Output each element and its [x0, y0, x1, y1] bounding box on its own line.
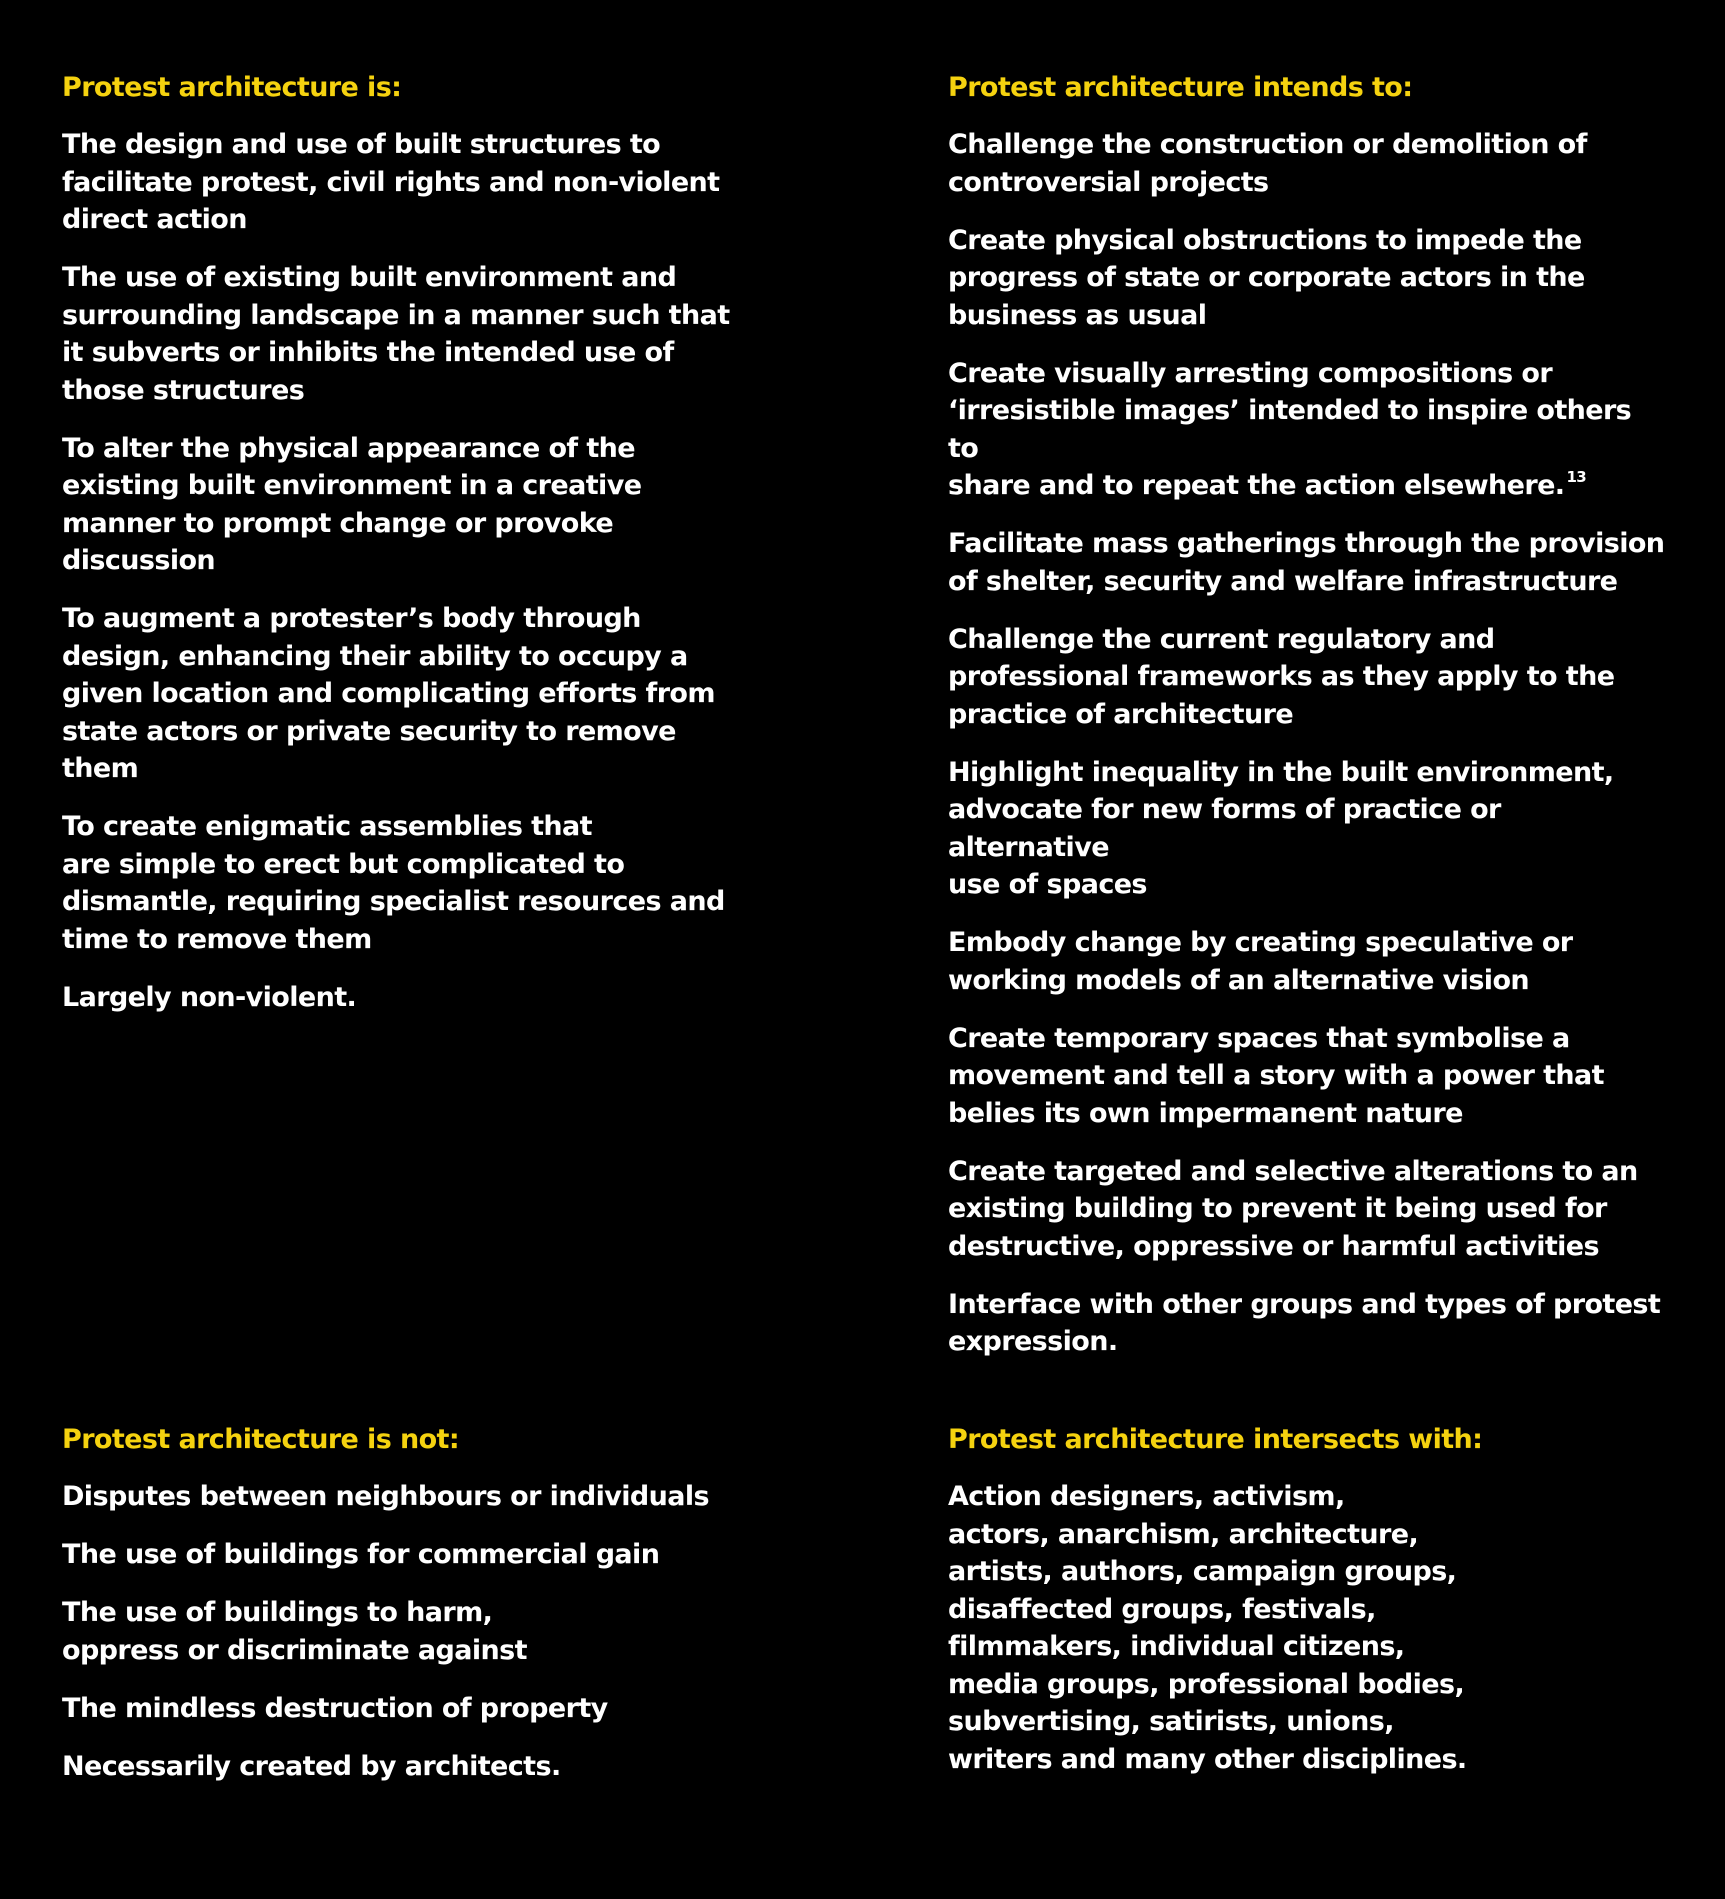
footnote-marker: 13 — [1566, 468, 1587, 486]
section-is — [62, 70, 752, 1037]
heading-is: Protest architecture is: — [62, 72, 402, 103]
section-is-not — [62, 1422, 752, 1806]
heading-is-not: Protest architecture is not: — [62, 1424, 460, 1455]
heading-intends: Protest architecture intends to: — [948, 72, 1413, 103]
not-item-1: Disputes between neighbours or individuals — [62, 1481, 710, 1512]
is-item-6: Largely non-violent. — [62, 981, 357, 1013]
is-item-2: The use of existing built environment and surrounding landscape in a manner such that it subverts or inhibits the intended use of those structures — [62, 262, 730, 406]
intends-item-6: Highlight inequality in the built environment, advocate for new forms of practice or alternative use of spaces — [948, 756, 1614, 900]
not-item-4: The mindless destruction of property — [62, 1692, 608, 1724]
is-item-1: The design and use of built structures to facilitate protest, civil rights and non-violent direct action — [62, 129, 720, 235]
intends-item-3 — [948, 355, 1668, 505]
is-item-4: To augment a protester’s body through design, enhancing their ability to occupy a given location and complicating efforts from state actors or private security to remove them — [62, 603, 715, 784]
intends-item-3-text: Create visually arresting compositions or ‘irresistible images’ intended to inspire others to share and to repeat the action elsewhere. — [948, 357, 1632, 501]
is-item-5: To create enigmatic assemblies that are simple to erect but complicated to dismantle, requiring specialist resources and time to remove them — [62, 811, 725, 955]
intends-item-7: Embody change by creating speculative or working models of an alternative vision — [948, 927, 1573, 996]
heading-intersects: Protest architecture intersects with: — [948, 1424, 1483, 1455]
section-intends — [948, 70, 1668, 1381]
intends-item-4: Facilitate mass gatherings through the provision of shelter, security and welfare infrastructure — [948, 528, 1665, 597]
intends-item-10: Interface with other groups and types of protest expression. — [948, 1288, 1661, 1357]
not-item-5: Necessarily created by architects. — [62, 1750, 561, 1782]
not-item-2: The use of buildings for commercial gain — [62, 1539, 660, 1570]
section-intersects — [948, 1422, 1638, 1778]
intends-item-2: Create physical obstructions to impede the progress of state or corporate actors in the business as usual — [948, 224, 1585, 331]
is-item-3: To alter the physical appearance of the existing built environment in a creative manner to prompt change or provoke discussion — [62, 432, 642, 576]
intends-item-8: Create temporary spaces that symbolise a movement and tell a story with a power that belies its own impermanent nature — [948, 1022, 1604, 1129]
intends-item-5: Challenge the current regulatory and professional frameworks as they apply to the practice of architecture — [948, 623, 1615, 730]
intends-item-1: Challenge the construction or demolition of controversial projects — [948, 129, 1587, 198]
intersects-text: Action designers, activism, actors, anarchism, architecture, artists, authors, campaign groups, disaffected groups, festivals, filmmakers, individual citizens, media groups, professional bodies, subvertising, satirists, unions, writers and many other disciplines. — [948, 1481, 1467, 1775]
not-item-3: The use of buildings to harm, oppress or discriminate against — [62, 1597, 527, 1666]
intends-item-9: Create targeted and selective alterations to an existing building to prevent it being used for destructive, oppressive or harmful activities — [948, 1155, 1638, 1262]
